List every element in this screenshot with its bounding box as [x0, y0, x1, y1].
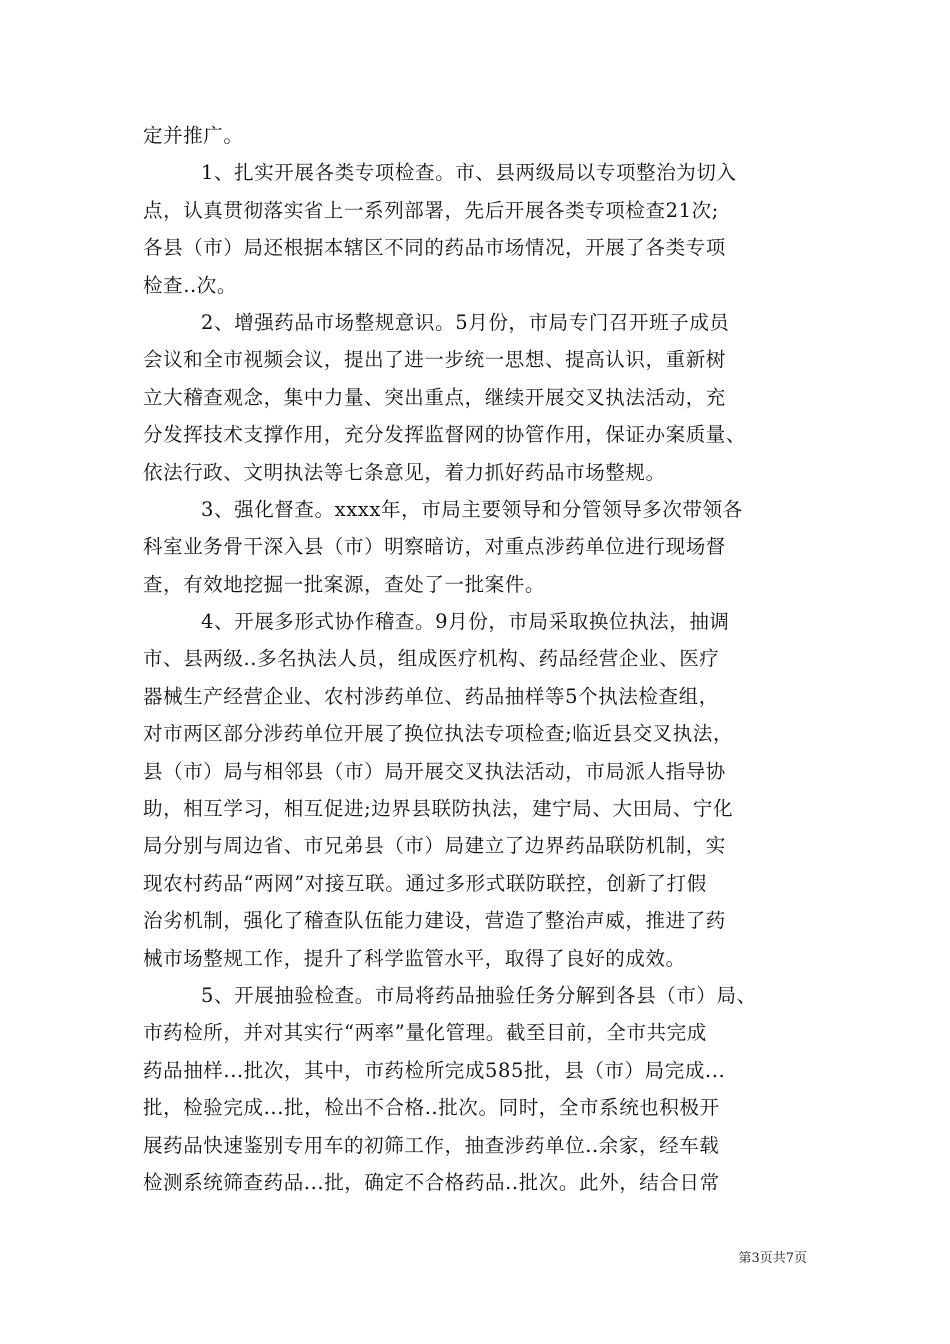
text-line: 器械生产经营企业、农村涉药单位、药品抽样等5个执法检查组， [143, 684, 719, 708]
text-line: 展药品快速鉴别专用车的初筛工作，抽查涉药单位..余家，经车载 [143, 1133, 720, 1157]
text-line: 县（市）局与相邻县（市）局开展交叉执法活动，市局派人指导协 [143, 759, 726, 783]
text-line: 各县（市）局还根据本辖区不同的药品市场情况，开展了各类专项 [143, 236, 726, 260]
text-line: 械市场整规工作，提升了科学监管水平，取得了良好的成效。 [143, 946, 686, 970]
text-line: 对市两区部分涉药单位开展了换位执法专项检查;临近县交叉执法， [143, 722, 734, 746]
body-text [143, 117, 818, 1201]
text-line: 治劣机制，强化了稽查队伍能力建设，营造了整治声威，推进了药 [143, 909, 726, 933]
text-line: 市药检所，并对其实行“两率”量化管理。截至目前，全市共完成 [143, 1021, 707, 1045]
text-line: 药品抽样...批次，其中，市药检所完成585批，县（市）局完成... [143, 1058, 726, 1082]
text-line: 会议和全市视频会议，提出了进一步统一思想、提高认识，重新树 [143, 348, 726, 372]
text-line: 科室业务骨干深入县（市）明察暗访，对重点涉药单位进行现场督 [143, 535, 726, 559]
page-number: 第3页共7页 [738, 1251, 807, 1266]
text-line: 市、县两级..多名执法人员，组成医疗机构、药品经营企业、医疗 [143, 647, 720, 671]
text-line: 现农村药品“两网”对接互联。通过多形式联防联控，创新了打假 [143, 871, 707, 895]
text-line: 定并推广。 [143, 124, 244, 147]
text-line: 分发挥技术支撑作用，充分发挥监督网的协管作用，保证办案质量、 [143, 423, 747, 447]
text-line: 3、强化督查。xxxx年，市局主要领导和分管领导多次带领各 [201, 497, 743, 521]
text-line: 检测系统筛查药品...批，确定不合格药品..批次。此外，结合日常 [143, 1170, 720, 1194]
text-line: 立大稽查观念，集中力量、突出重点，继续开展交叉执法活动，充 [143, 385, 726, 409]
text-line: 检查..次。 [143, 273, 237, 297]
text-line: 查，有效地挖掘一批案源，查处了一批案件。 [143, 572, 546, 596]
text-line: 2、增强药品市场整规意识。5月份，市局专门召开班子成员 [201, 310, 730, 334]
text-line: 局分别与周边省、市兄弟县（市）局建立了边界药品联防机制，实 [143, 834, 726, 858]
text-line: 5、开展抽验检查。市局将药品抽验任务分解到各县（市）局、 [201, 983, 757, 1007]
text-line: 1、扎实开展各类专项检查。市、县两级局以专项整治为切入 [201, 161, 737, 185]
text-line: 点，认真贯彻落实省上一系列部署，先后开展各类专项检查21次; [143, 198, 719, 222]
text-line: 助，相互学习，相互促进;边界县联防执法，建宁局、大田局、宁化 [143, 797, 734, 821]
text-line: 依法行政、文明执法等七条意见，着力抓好药品市场整规。 [143, 460, 666, 484]
text-line: 批，检验完成...批，检出不合格..批次。同时，全市系统也积极开 [143, 1096, 720, 1120]
text-line: 4、开展多形式协作稽查。9月份，市局采取换位执法，抽调 [201, 610, 730, 634]
